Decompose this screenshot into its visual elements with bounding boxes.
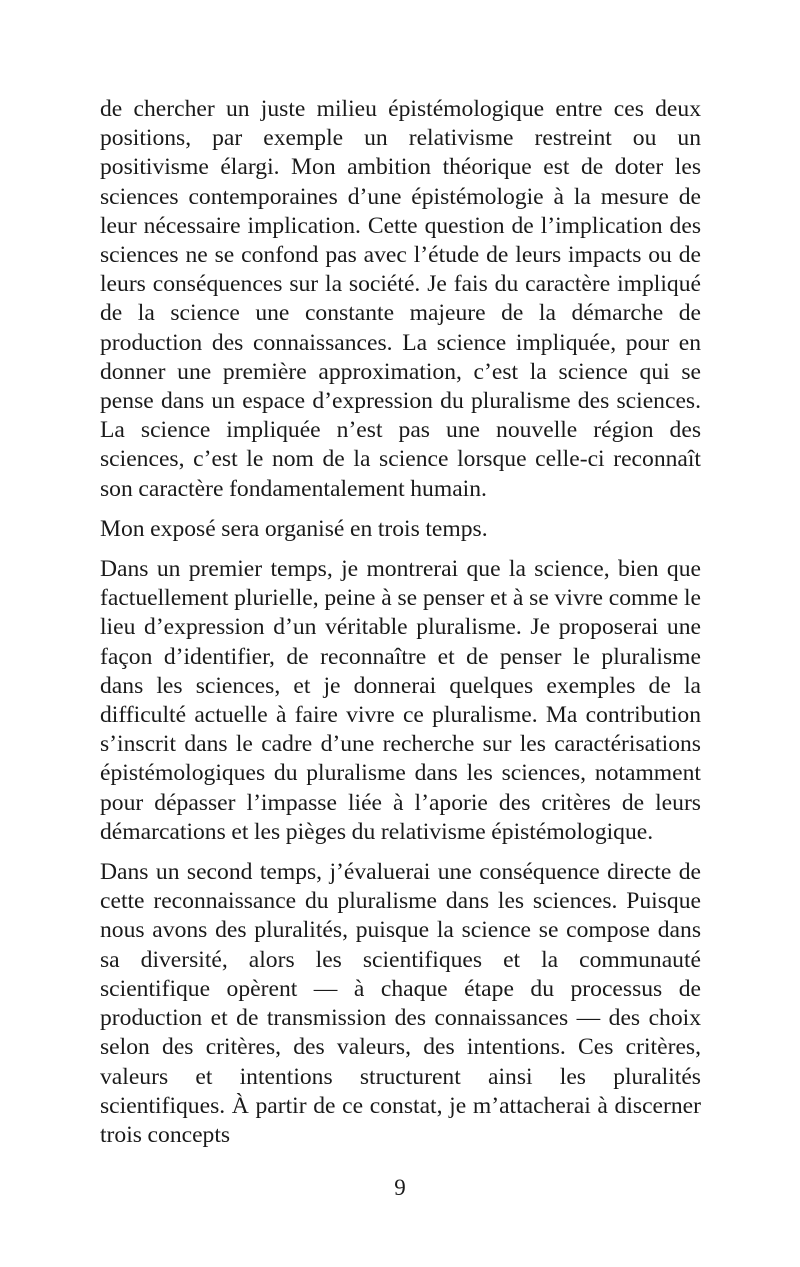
page-number: 9 [394,1175,406,1200]
paragraph-intro-continuation: de chercher un juste milieu épistémologique entre ces deux positions, par exemple un relativisme restreint ou un positivisme élargi. Mon ambition théorique est de doter les sciences contemporaines d’une épistémologie à la mesure de leur nécessaire implication. Cette question de l’implication des sciences ne se confond pas avec l’étude de leurs impacts ou de leurs conséquences sur la société. Je fais du caractère impliqué de la science une constante majeure de la démarche de production des connaissances. La science impliquée, pour en donner une première approximation, c’est la science qui se pense dans un espace d’expression du pluralisme des sciences. La science impliquée n’est pas une nouvelle région des sciences, c’est le nom de la science lorsque celle-ci reconnaît son caractère fondamentalement humain. [100,96,701,502]
page-body [100,95,701,1161]
paragraph-second-part: Dans un second temps, j’évaluerai une conséquence directe de cette reconnaissance du pluralisme dans les sciences. Puisque nous avons des pluralités, puisque la science se compose dans sa diversité, alors les scientifiques et la communauté scientifique opèrent — à chaque étape du processus de production et de transmission des connaissances — des choix selon des critères, des valeurs, des intentions. Ces critères, valeurs et intentions structurent ainsi les pluralités scientifiques. À partir de ce constat, je m’attacherai à discerner trois concepts [100,859,701,1148]
paragraph-first-part: Dans un premier temps, je montrerai que la science, bien que factuellement plurielle, peine à se penser et à se vivre comme le lieu d’expression d’un véritable pluralisme. Je proposerai une façon d’identifier, de reconnaître et de penser le pluralisme dans les sciences, et je donnerai quelques exemples de la difficulté actuelle à faire vivre ce pluralisme. Ma contribution s’inscrit dans le cadre d’une recherche sur les caractérisations épistémologiques du pluralisme dans les sciences, notamment pour dépasser l’impasse liée à l’aporie des critères de leurs démarcations et les pièges du relativisme épistémologique. [100,556,701,845]
paragraph-outline-announcement: Mon exposé sera organisé en trois temps. [100,515,488,542]
